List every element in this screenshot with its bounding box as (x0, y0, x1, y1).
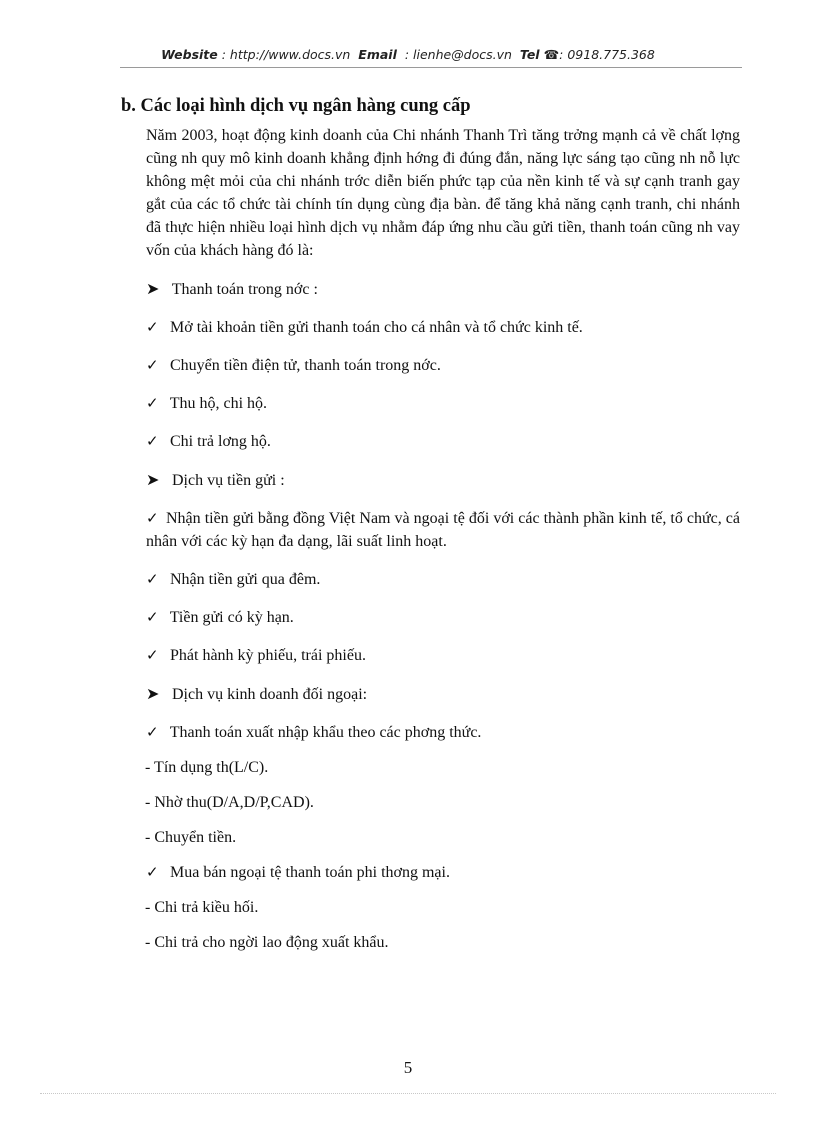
check-bullet-icon: ✓ (146, 318, 159, 336)
list-item (146, 392, 740, 415)
arrow-bullet-icon: ➤ (146, 684, 160, 703)
list-item (146, 507, 740, 553)
check-bullet-icon: ✓ (146, 723, 159, 741)
header-divider (120, 67, 742, 68)
arrow-bullet-icon: ➤ (146, 470, 160, 489)
list-item-text: Mua bán ngoại tệ thanh toán phi thơng mại. (170, 864, 450, 881)
group-heading-deposit-services (146, 468, 740, 492)
check-bullet-icon: ✓ (146, 570, 159, 588)
list-item (146, 430, 740, 453)
sub-list-item: - Tín dụng th(L/C). (145, 759, 269, 776)
list-item-text: Mở tài khoản tiền gửi thanh toán cho cá nhân và tổ chức kinh tế. (170, 319, 583, 336)
list-item (146, 861, 740, 884)
sub-list-item: - Chi trả cho ngời lao động xuất khẩu. (145, 934, 389, 951)
check-bullet-icon: ✓ (146, 509, 159, 527)
check-bullet-icon: ✓ (146, 863, 159, 881)
tel-label: Tel (519, 47, 540, 62)
page-number: 5 (403, 1058, 413, 1077)
group-heading-text: Thanh toán trong nớc : (171, 281, 318, 298)
list-item-text: Nhận tiền gửi bằng đồng Việt Nam và ngoại tệ đối với các thành phần kinh tế, tổ chức, cá nhân với các kỳ hạn đa dạng, lãi suất linh hoạt. (146, 510, 740, 550)
group-heading-foreign-trade (146, 682, 740, 706)
sub-list-item: - Chuyển tiền. (145, 829, 237, 846)
footer-divider (40, 1093, 776, 1094)
page-header (0, 47, 816, 62)
check-bullet-icon: ✓ (146, 394, 159, 412)
sub-list-item: - Chi trả kiều hối. (145, 899, 259, 916)
intro-paragraph: Năm 2003, hoạt động kinh doanh của Chi nhánh Thanh Trì tăng trởng mạnh cả về chất lợng cũng nh quy mô kinh doanh khẳng định hớng đi đúng đắn, năng lực sáng tạo cũng nh nỗ lực không mệt mỏi của chi nhánh trớc diễn biến phức tạp của nền kinh tế và sự cạnh tranh gay gắt của các tổ chức tài chính tín dụng cùng địa bàn. để tăng khả năng cạnh tranh, chi nhánh đã thực hiện nhiều loại hình dịch vụ nhằm đáp ứng nhu cầu gửi tiền, thanh toán cũng nh vay vốn của khách hàng đó là: (146, 127, 740, 259)
list-item (146, 721, 740, 744)
list-item-text: Phát hành kỳ phiếu, trái phiếu. (170, 647, 366, 664)
phone-icon: ☎ (543, 47, 560, 62)
check-bullet-icon: ✓ (146, 646, 159, 664)
list-item (146, 644, 740, 667)
arrow-bullet-icon: ➤ (146, 279, 160, 298)
email-label: Email (358, 47, 397, 62)
list-item (146, 316, 740, 339)
group-heading-text: Dịch vụ tiền gửi : (172, 472, 285, 489)
check-bullet-icon: ✓ (146, 608, 159, 626)
website-value: : http://www.docs.vn (221, 47, 351, 62)
check-bullet-icon: ✓ (146, 432, 159, 450)
group-heading-domestic-payment (146, 277, 740, 301)
list-item-text: Chuyển tiền điện tử, thanh toán trong nớc. (170, 357, 441, 374)
list-item-text: Thanh toán xuất nhập khẩu theo các phơng thức. (169, 724, 482, 741)
list-item (146, 606, 740, 629)
tel-value: : 0918.775.368 (559, 47, 655, 62)
document-body (146, 124, 740, 966)
sub-list-item: - Nhờ thu(D/A,D/P,CAD). (145, 794, 314, 811)
list-item-text: Chi trả lơng hộ. (170, 433, 271, 450)
email-value: : lienhe@docs.vn (404, 47, 512, 62)
section-title: b. Các loại hình dịch vụ ngân hàng cung cấp (121, 96, 471, 116)
list-item-text: Nhận tiền gửi qua đêm. (170, 571, 321, 588)
check-bullet-icon: ✓ (146, 356, 159, 374)
website-label: Website (161, 47, 218, 62)
list-item-text: Tiền gửi có kỳ hạn. (169, 609, 294, 626)
list-item-text: Thu hộ, chi hộ. (169, 395, 268, 412)
list-item (146, 568, 740, 591)
group-heading-text: Dịch vụ kinh doanh đối ngoại: (172, 686, 368, 703)
list-item (146, 354, 740, 377)
